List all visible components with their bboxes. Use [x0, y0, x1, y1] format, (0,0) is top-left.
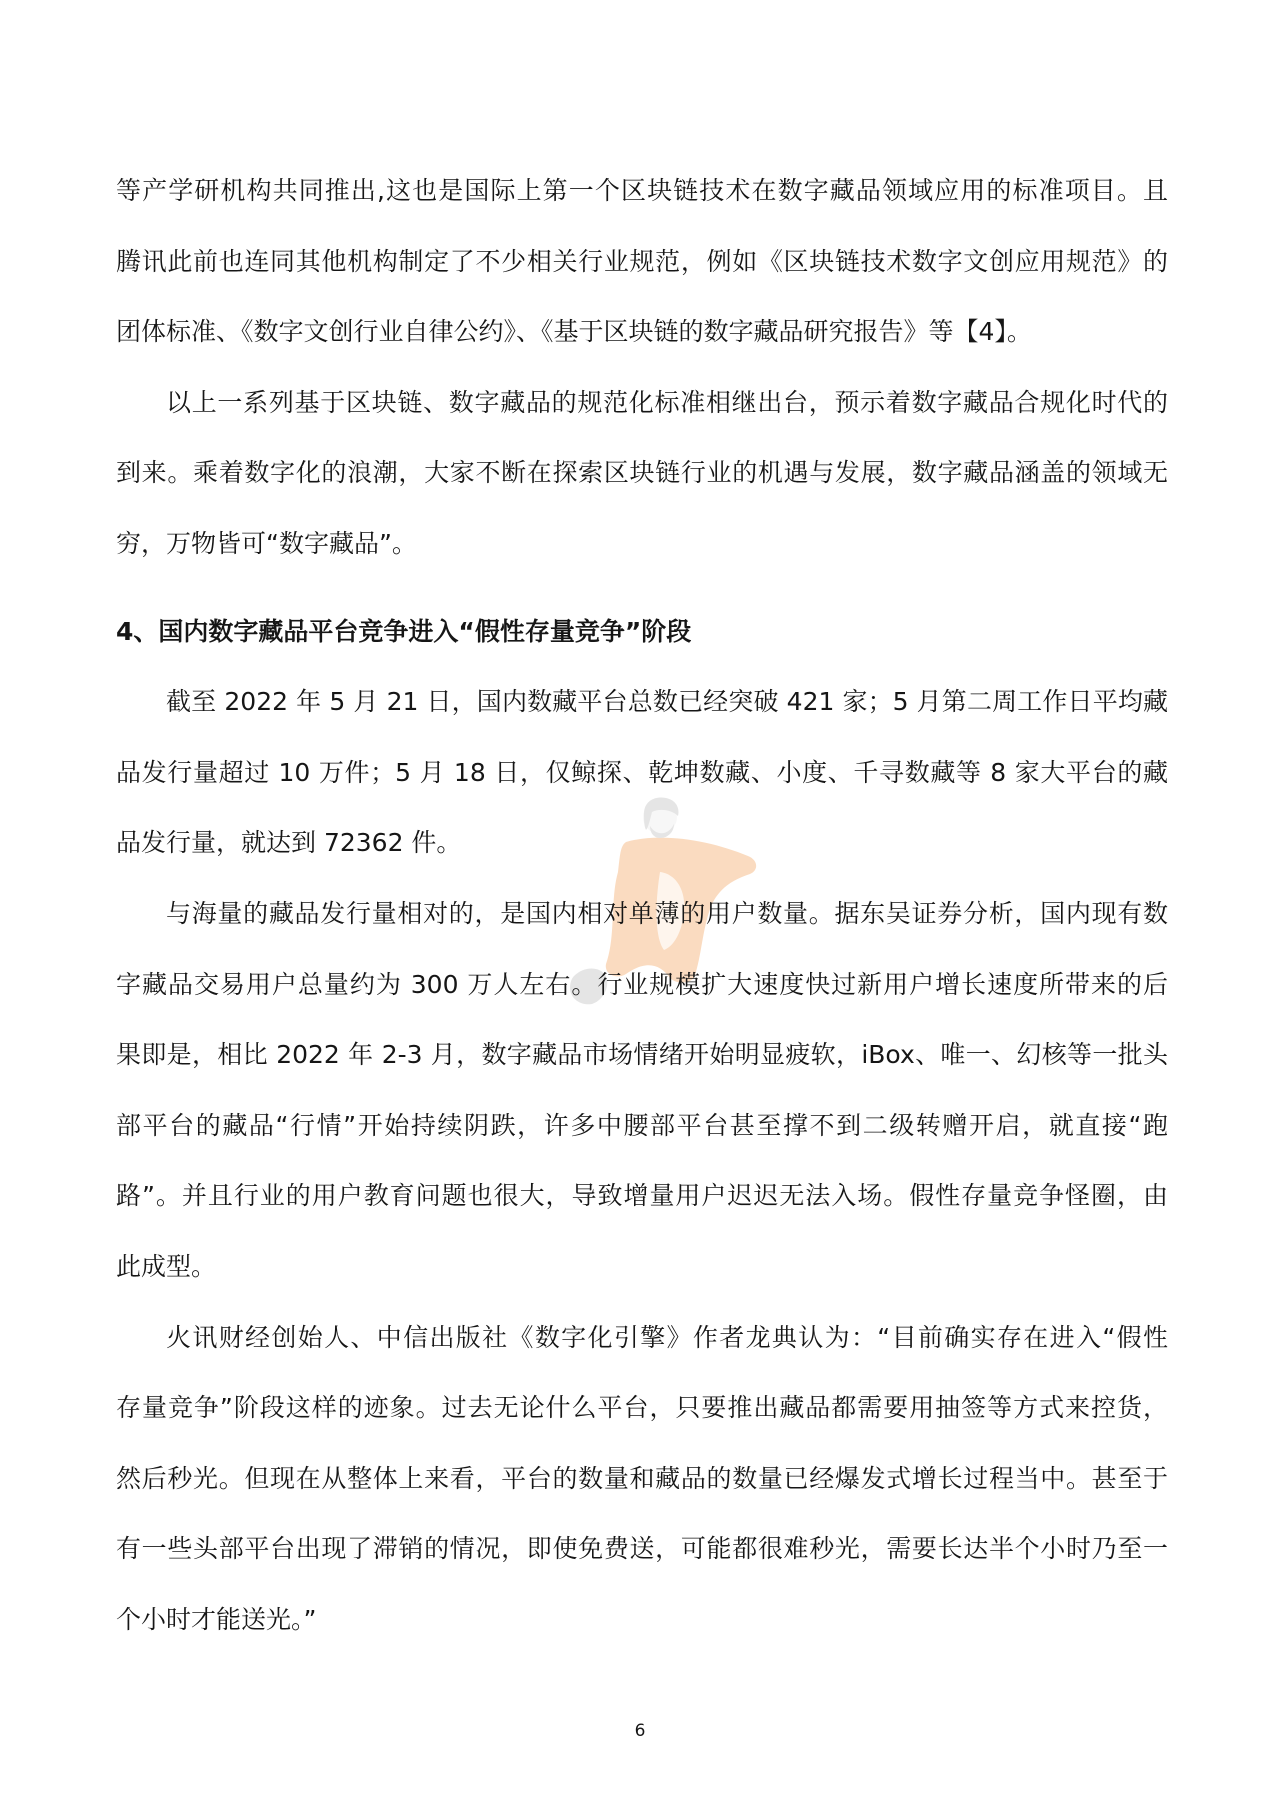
body-paragraph-3: [116, 667, 1168, 879]
paragraph-line: 与海量的藏品发行量相对的，是国内相对单薄的用户数量。据东吴证券分析，国内现有数: [166, 898, 1168, 928]
body-paragraph-5: [116, 1303, 1168, 1656]
document-body: [116, 156, 1168, 1655]
body-paragraph-4: [116, 879, 1168, 1303]
paragraph-line: 等产学研机构共同推出,这也是国际上第一个区块链技术在数字藏品领域应用的标准项目。且: [116, 176, 1168, 205]
paragraph-line: 个小时才能送光。”: [116, 1604, 317, 1634]
paragraph-line: 部平台的藏品“行情”开始持续阴跌，许多中腰部平台甚至撑不到二级转赠开启，就直接“跑: [116, 1110, 1168, 1140]
paragraph-line: 存量竞争”阶段这样的迹象。过去无论什么平台，只要推出藏品都需要用抽签等方式来控货，: [116, 1393, 1168, 1423]
paragraph-line: 品发行量，就达到 72362 件。: [116, 828, 462, 858]
body-paragraph-2: [116, 368, 1168, 580]
body-paragraph-1: [116, 156, 1168, 368]
paragraph-line: 穷，万物皆可“数字藏品”。: [116, 528, 417, 558]
paragraph-line: 品发行量超过 10 万件；5 月 18 日，仅鲸探、乾坤数藏、小度、千寻数藏等 8 家大平台的藏: [116, 757, 1168, 787]
paragraph-line: 到来。乘着数字化的浪潮，大家不断在探索区块链行业的机遇与发展，数字藏品涵盖的领域无: [116, 458, 1168, 488]
paragraph-line: 腾讯此前也连同其他机构制定了不少相关行业规范，例如《区块链技术数字文创应用规范》的: [116, 246, 1168, 276]
paragraph-line: 字藏品交易用户总量约为 300 万人左右。行业规模扩大速度快过新用户增长速度所带来的后: [116, 969, 1168, 999]
paragraph-line: 果即是，相比 2022 年 2-3 月，数字藏品市场情绪开始明显疲软，iBox、唯一、幻核等一批头: [116, 1040, 1168, 1070]
paragraph-line: 火讯财经创始人、中信出版社《数字化引擎》作者龙典认为：“目前确实存在进入“假性: [166, 1322, 1168, 1352]
paragraph-line: 然后秒光。但现在从整体上来看，平台的数量和藏品的数量已经爆发式增长过程当中。甚至于: [116, 1463, 1168, 1493]
paragraph-line: 团体标准、《数字文创行业自律公约》、《基于区块链的数字藏品研究报告》等【4】。: [116, 317, 1032, 347]
paragraph-line: 此成型。: [116, 1251, 217, 1281]
paragraph-line: 截至 2022 年 5 月 21 日，国内数藏平台总数已经突破 421 家；5 月第二周工作日平均藏: [166, 687, 1168, 717]
paragraph-line: 路”。并且行业的用户教育问题也很大，导致增量用户迟迟无法入场。假性存量竞争怪圈，由: [116, 1181, 1168, 1211]
paragraph-line: 有一些头部平台出现了滞销的情况，即使免费送，可能都很难秒光，需要长达半个小时乃至一: [116, 1534, 1168, 1564]
section-heading: 4、国内数字藏品平台竞争进入“假性存量竞争”阶段: [116, 616, 692, 646]
paragraph-line: 以上一系列基于区块链、数字藏品的规范化标准相继出台，预示着数字藏品合规化时代的: [166, 387, 1168, 417]
page-number: 6: [634, 1721, 646, 1741]
